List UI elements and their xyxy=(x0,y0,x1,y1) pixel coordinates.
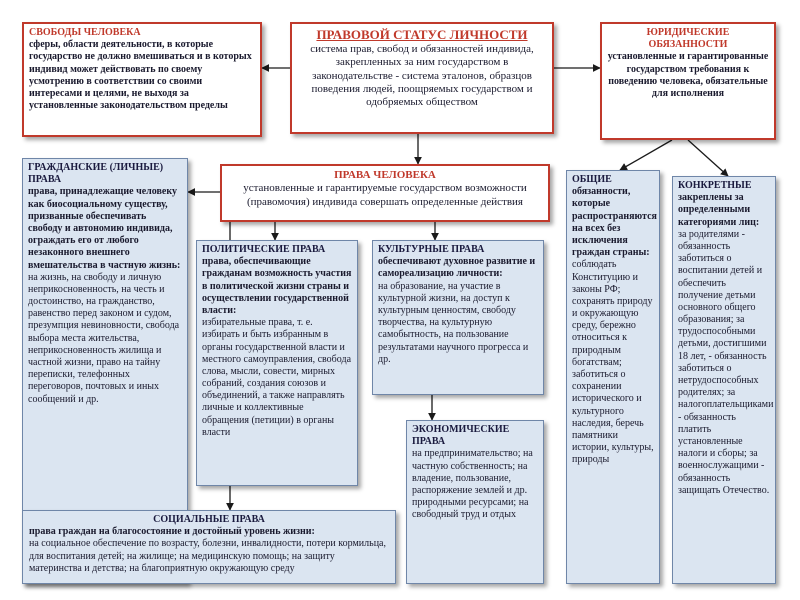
specific-duties-box xyxy=(672,176,776,584)
political-rights-definition: права, обеспечивающие гражданам возможность участия в политической жизни страны и осуществлении государственной власти: xyxy=(202,256,352,316)
general-duties-definition: обязанности, которые распространяются на всех без исключения граждан страны: xyxy=(572,186,657,259)
general-duties-box xyxy=(566,170,660,584)
civil-rights-text: на жизнь, на свободу и личную неприкосновенность, на честь и достоинство, на гражданство, равенство перед законом и судом, презумпция невиновности, свобода выбора места жительства, неприкосновенность жилища и частной жизни, право на тайну переписки, телефонных переговоров, почтовых и иных сообщений и др. xyxy=(28,271,180,405)
social-rights-definition: права граждан на благосостояние и достойный уровень жизни: xyxy=(29,526,315,538)
legal-status-title: ПРАВОВОЙ СТАТУС ЛИЧНОСТИ xyxy=(316,27,528,42)
specific-duties-title: КОНКРЕТНЫЕ xyxy=(678,180,752,191)
legal-duties-title: ЮРИДИЧЕСКИЕ ОБЯЗАННОСТИ xyxy=(646,27,730,51)
specific-duties-definition: закреплены за определенными категориями лиц: xyxy=(678,192,760,228)
political-rights-text: избирательные права, т. е. избирать и быть избранным в органы государственной власти и местного самоуправления, свобода слова, мысли, совести, мирных собраний, создания союзов и объединений, а также направлять личные и коллективные обращения (петиции) в органы власти xyxy=(202,317,352,438)
human-rights-box xyxy=(220,164,550,222)
general-duties-text: соблюдать Конституцию и законы РФ; сохранять природу и окружающую среду, бережно относиться к природным богатствам; заботиться о сохранении исторического и культурного наследия, беречь памятники истории, культуры, природы xyxy=(572,259,654,466)
arrow-to-general xyxy=(620,140,672,170)
human-rights-text: установленные и гарантируемые государством возможности (правомочия) индивида совершать определенные действия xyxy=(243,182,527,208)
legal-duties-text: установленные и гарантированные государством требования к поведению человека, обязательные для исполнения xyxy=(607,51,769,99)
social-rights-title: СОЦИАЛЬНЫЕ ПРАВА xyxy=(153,514,265,525)
specific-duties-text: за родителями - обязанность заботиться о воспитании детей и обеспечить получение детьми основного общего образования; за трудоспособными детьми, достигшими 18 лет, - обязанность заботиться о нетрудоспособных родителях; за налогоплательщиками - обязанность платить установленные налоги и сборы; за военнослужащими - обязанность защищать Отечество. xyxy=(678,228,774,496)
general-duties-title: ОБЩИЕ xyxy=(572,174,612,185)
arrow-to-specific xyxy=(688,140,728,176)
civil-rights-title: ГРАЖДАНСКИЕ (ЛИЧНЫЕ) ПРАВА xyxy=(28,162,164,186)
legal-status-box xyxy=(290,22,554,134)
cultural-rights-definition: обеспечивают духовное развитие и самореализацию личности: xyxy=(378,256,536,280)
civil-rights-definition: права, принадлежащие человеку как биосоциальному существу, призванные обеспечивать свободу и автономию индивида, ограждать его от любого незаконного внешнего вмешательства в частную жизнь: xyxy=(28,186,181,271)
social-rights-text: на социальное обеспечение по возрасту, болезни, инвалидности, потери кормильца, для воспитания детей; на жилище; на медицинскую помощь; на защиту материнства и детства; на благоприятную окружающую среду xyxy=(29,538,386,574)
freedoms-text: сферы, области деятельности, в которые государство не должно вмешиваться и в которых индивид может действовать по своему усмотрению в соответствии со своими интересами и целями, не выходя за установленные законодательством пределы xyxy=(29,39,252,112)
economic-rights-title: ЭКОНОМИЧЕСКИЕ ПРАВА xyxy=(412,424,510,448)
cultural-rights-text: на образование, на участие в культурной жизни, на доступ к культурным ценностям, свободу творчества, на культурную самобытность, на пользование результатами научного прогресса и др. xyxy=(378,280,529,365)
legal-duties-box xyxy=(600,22,776,140)
political-rights-title: ПОЛИТИЧЕСКИЕ ПРАВА xyxy=(202,244,326,255)
economic-rights-text: на предпринимательство; на частную собственность; на владение, пользование, распоряжение землей и др. природными ресурсами; на свободный труд и отдых xyxy=(412,448,533,521)
cultural-rights-box xyxy=(372,240,544,395)
human-rights-title: ПРАВА ЧЕЛОВЕКА xyxy=(334,169,436,181)
freedoms-box xyxy=(22,22,262,137)
economic-rights-box xyxy=(406,420,544,584)
political-rights-box xyxy=(196,240,358,486)
cultural-rights-title: КУЛЬТУРНЫЕ ПРАВА xyxy=(378,244,485,255)
social-rights-box xyxy=(22,510,396,584)
freedoms-title: СВОБОДЫ ЧЕЛОВЕКА xyxy=(29,27,141,38)
legal-status-text: система прав, свобод и обязанностей индивида, закрепленных за ним государством в законодательстве - система эталонов, образцов поведения людей, поощряемых государством и одобряемых обществом xyxy=(310,42,534,109)
